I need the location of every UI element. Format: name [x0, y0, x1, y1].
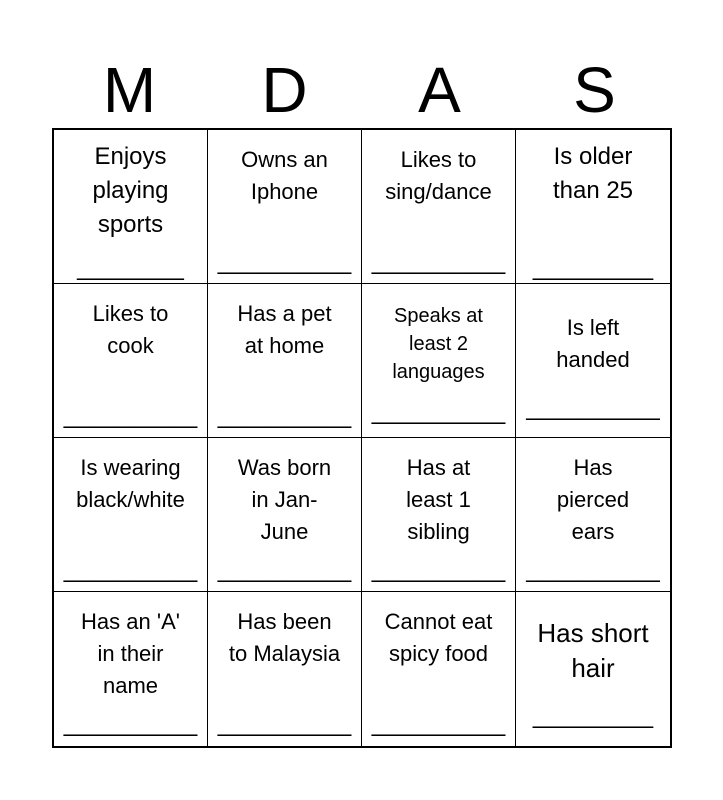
signature-line[interactable]: __________: [371, 248, 506, 275]
cell-prompt: Owns an Iphone: [241, 147, 328, 204]
signature-line[interactable]: __________: [63, 402, 198, 429]
bingo-cell[interactable]: [516, 592, 670, 746]
signature-line[interactable]: __________: [63, 710, 198, 737]
cell-prompt: Likes to sing/dance: [385, 147, 492, 204]
cell-prompt: Has an 'A' in their name: [81, 609, 180, 698]
bingo-cell[interactable]: [54, 438, 208, 592]
signature-line[interactable]: __________: [526, 394, 660, 421]
bingo-cell[interactable]: [362, 284, 516, 438]
header-letter-a: A: [418, 54, 461, 126]
cell-prompt: Is left handed: [556, 315, 630, 372]
cell-prompt: Has been to Malaysia: [228, 609, 341, 666]
bingo-cell[interactable]: [516, 130, 670, 284]
signature-line[interactable]: __________: [371, 398, 506, 425]
cell-prompt: Cannot eat spicy food: [384, 609, 493, 666]
bingo-cell[interactable]: [208, 130, 362, 284]
signature-line[interactable]: __________: [526, 556, 660, 583]
cell-prompt: Enjoys playing sports: [92, 143, 169, 238]
bingo-cell[interactable]: [516, 438, 670, 592]
signature-line[interactable]: __________: [63, 556, 198, 583]
signature-line[interactable]: _________: [532, 254, 654, 281]
signature-line[interactable]: __________: [371, 556, 506, 583]
signature-line[interactable]: __________: [217, 710, 352, 737]
bingo-cell[interactable]: [362, 438, 516, 592]
signature-line[interactable]: __________: [217, 248, 352, 275]
bingo-cell[interactable]: [208, 284, 362, 438]
header-letter-m: M: [102, 54, 157, 126]
header-letter-d: D: [261, 54, 308, 126]
cell-prompt: Has pierced ears: [556, 455, 630, 544]
cell-prompt: Has at least 1 sibling: [406, 455, 471, 544]
cell-prompt: Was born in Jan- June: [237, 455, 332, 544]
bingo-cell[interactable]: [54, 130, 208, 284]
bingo-cell[interactable]: [54, 592, 208, 746]
cell-prompt: Has a pet at home: [237, 301, 332, 358]
cell-prompt: Is older than 25: [552, 143, 634, 204]
bingo-cell[interactable]: [54, 284, 208, 438]
bingo-cell[interactable]: [208, 592, 362, 746]
bingo-cell[interactable]: [362, 130, 516, 284]
bingo-header: [52, 52, 672, 128]
bingo-cell[interactable]: [516, 284, 670, 438]
cell-prompt: Likes to cook: [92, 301, 169, 358]
header-letter-s: S: [573, 54, 616, 126]
cell-prompt: Has short hair: [537, 618, 649, 683]
cell-prompt: Is wearing black/white: [76, 455, 185, 512]
bingo-cell[interactable]: [362, 592, 516, 746]
bingo-cell[interactable]: [208, 438, 362, 592]
signature-line[interactable]: _________: [532, 702, 654, 729]
cell-prompt: Speaks at least 2 languages: [392, 305, 485, 383]
signature-line[interactable]: ________: [77, 254, 184, 281]
signature-line[interactable]: __________: [371, 710, 506, 737]
signature-line[interactable]: __________: [217, 402, 352, 429]
bingo-grid: [52, 128, 672, 748]
signature-line[interactable]: __________: [217, 556, 352, 583]
